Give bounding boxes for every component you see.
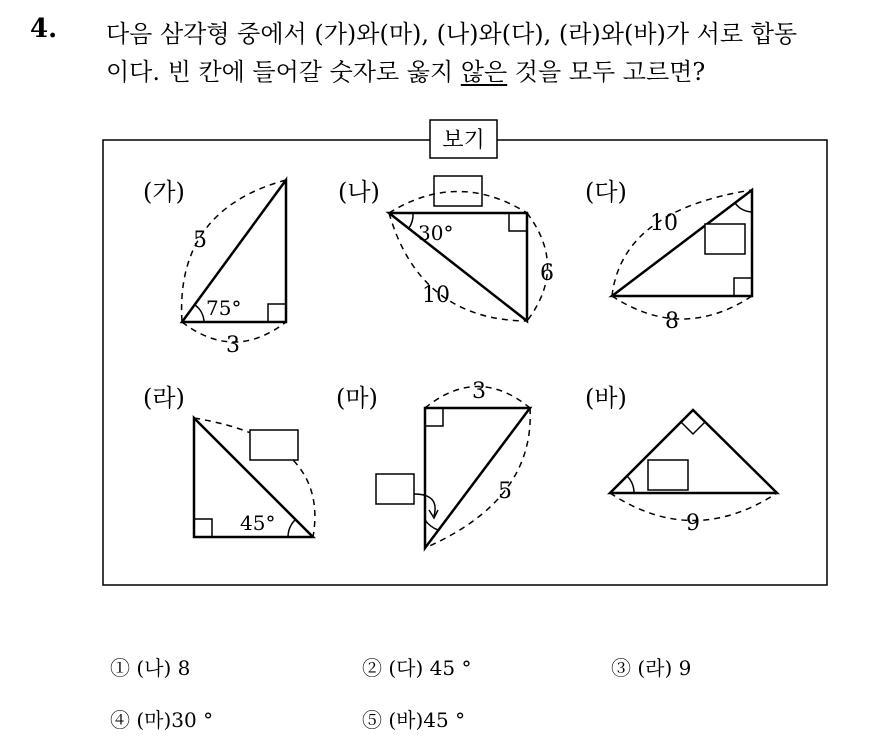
triangle-ga-right-angle bbox=[268, 304, 286, 322]
triangle-ma-pointer-arrowhead bbox=[429, 510, 438, 518]
triangle-na-right-angle bbox=[509, 213, 527, 231]
triangle-na-shape bbox=[389, 213, 527, 321]
triangle-na bbox=[338, 176, 554, 321]
choice-2-text: (다) 45 ° bbox=[388, 656, 472, 680]
triangle-da-hyp-label: 10 bbox=[650, 211, 678, 236]
triangle-ga-label: (가) bbox=[143, 178, 185, 206]
triangle-ba-shape bbox=[610, 410, 777, 493]
triangle-da-right-angle bbox=[734, 278, 752, 296]
triangle-ba-base-label: 9 bbox=[686, 511, 700, 536]
triangle-ga-base-label: 3 bbox=[226, 333, 240, 358]
triangle-ma bbox=[336, 379, 530, 548]
triangle-ba bbox=[585, 384, 777, 536]
triangle-na-hyp-label: 10 bbox=[422, 283, 450, 308]
bogi-title: 보기 bbox=[442, 128, 485, 153]
choice-3[interactable] bbox=[611, 652, 691, 681]
triangle-ma-hyp-label: 5 bbox=[498, 479, 512, 504]
triangle-ra-angle-label: 45° bbox=[240, 511, 276, 535]
choice-1[interactable] bbox=[110, 652, 190, 681]
triangle-da-base-label: 8 bbox=[665, 309, 679, 334]
triangle-ba-right-angle bbox=[681, 422, 705, 434]
choice-2[interactable] bbox=[362, 652, 471, 681]
triangle-na-angle-arc bbox=[409, 213, 413, 228]
choice-2-number: ② bbox=[362, 656, 382, 680]
question-line-2-start: 이다. 빈 칸에 들어갈 숫자로 옳지 bbox=[106, 58, 461, 86]
choice-1-text: (나) 8 bbox=[136, 656, 191, 680]
question-underlined-word: 않은 bbox=[460, 58, 508, 86]
question-line-1: 다음 삼각형 중에서 (가)와(마), (나)와(다), (라)와(바)가 서로 합동 bbox=[106, 20, 798, 48]
triangle-ma-top-label: 3 bbox=[472, 379, 486, 404]
choice-3-text: (라) 9 bbox=[637, 656, 692, 680]
triangle-ra bbox=[143, 384, 315, 537]
triangle-ma-angle-arc bbox=[425, 520, 438, 530]
triangle-da-base-arc bbox=[612, 296, 752, 319]
triangle-na-angle-label: 30° bbox=[418, 221, 454, 245]
choice-3-number: ③ bbox=[611, 656, 631, 680]
triangle-ga-angle-label: 75° bbox=[206, 296, 242, 320]
triangle-ba-blank-box bbox=[648, 460, 688, 490]
triangle-ma-label: (마) bbox=[336, 384, 378, 412]
triangle-da bbox=[585, 178, 752, 334]
choice-5-number: ⑤ bbox=[362, 708, 382, 732]
choice-4-text: (마)30 ° bbox=[136, 708, 214, 732]
choice-1-number: ① bbox=[110, 656, 130, 680]
triangle-na-label: (나) bbox=[338, 178, 380, 206]
triangle-ga-angle-arc bbox=[195, 305, 204, 322]
triangle-ba-angle-arc bbox=[627, 476, 634, 493]
choice-5-text: (바)45 ° bbox=[388, 708, 466, 732]
triangle-na-leg-label: 6 bbox=[540, 261, 554, 286]
triangle-ga bbox=[143, 178, 286, 358]
choice-5[interactable] bbox=[362, 704, 465, 733]
triangle-da-blank-box bbox=[705, 224, 745, 254]
triangle-na-blank-box bbox=[434, 176, 482, 206]
question-line-2-end: 것을 모두 고르면? bbox=[507, 58, 706, 86]
choice-4-number: ④ bbox=[110, 708, 130, 732]
triangle-ma-blank-box bbox=[376, 474, 414, 504]
triangle-ra-right-angle bbox=[194, 519, 212, 537]
triangle-ma-right-angle bbox=[425, 408, 443, 426]
triangle-da-angle-arc bbox=[735, 203, 752, 212]
triangle-ba-label: (바) bbox=[585, 384, 627, 412]
triangle-ra-label: (라) bbox=[143, 384, 185, 412]
triangle-ra-blank-box bbox=[250, 430, 298, 460]
choice-4[interactable] bbox=[110, 704, 213, 733]
triangle-ma-shape bbox=[425, 408, 530, 548]
triangle-ra-angle-arc bbox=[288, 519, 296, 537]
question-number: 4. bbox=[30, 14, 58, 44]
triangle-ga-hyp-label: 5 bbox=[193, 228, 207, 253]
triangle-da-label: (다) bbox=[585, 178, 627, 206]
